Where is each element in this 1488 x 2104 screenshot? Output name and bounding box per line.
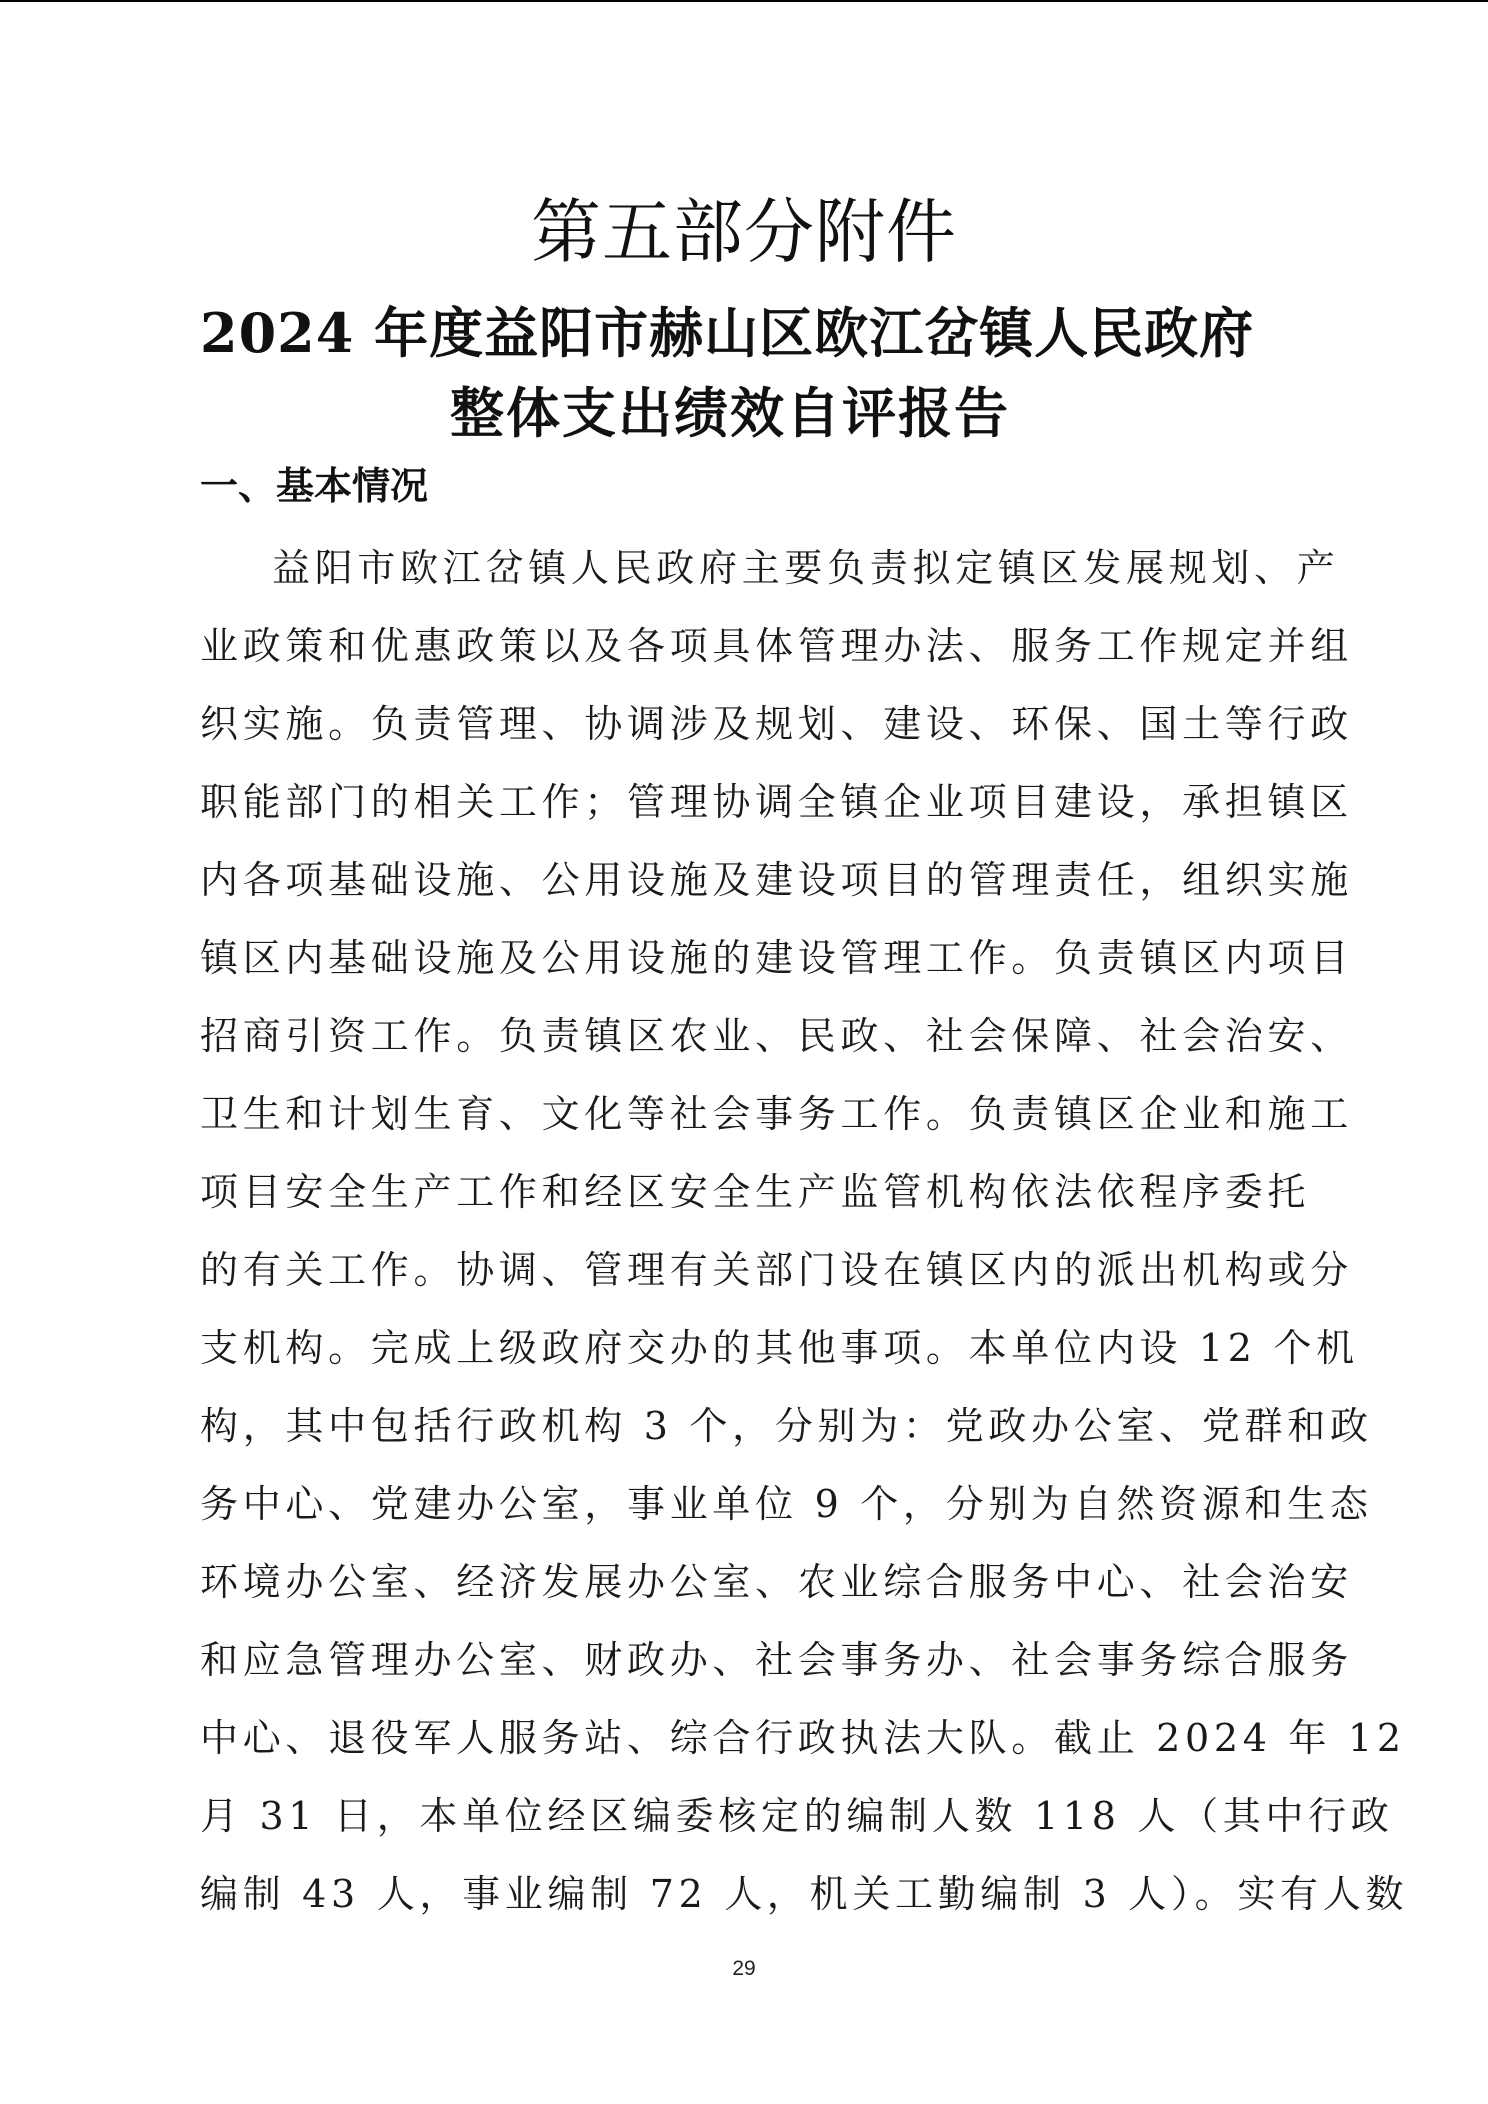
body-line: 环境办公室、经济发展办公室、农业综合服务中心、社会治安 (200, 1560, 1353, 1604)
body-line: 卫生和计划生育、文化等社会事务工作。负责镇区企业和施工 (200, 1092, 1353, 1136)
section-heading-basic-info: 一、基本情况 (200, 464, 429, 508)
page-top-border (0, 0, 1488, 2)
body-line: 职能部门的相关工作；管理协调全镇企业项目建设，承担镇区 (200, 780, 1353, 824)
body-line: 织实施。负责管理、协调涉及规划、建设、环保、国土等行政 (200, 702, 1353, 746)
body-line: 中心、退役军人服务站、综合行政执法大队。截止 2024 年 12 (200, 1716, 1406, 1760)
body-line: 编制 43 人，事业编制 72 人，机关工勤编制 3 人）。实有人数 (200, 1872, 1409, 1916)
body-line: 镇区内基础设施及公用设施的建设管理工作。负责镇区内项目 (200, 936, 1353, 980)
body-line: 月 31 日，本单位经区编委核定的编制人数 118 人（其中行政 (200, 1794, 1394, 1838)
body-line: 支机构。完成上级政府交办的其他事项。本单位内设 12 个机 (200, 1326, 1359, 1370)
part-title: 第五部分附件 (531, 191, 957, 273)
body-line: 益阳市欧江岔镇人民政府主要负责拟定镇区发展规划、产 (272, 546, 1340, 590)
body-line: 和应急管理办公室、财政办、社会事务办、社会事务综合服务 (200, 1638, 1353, 1682)
body-line: 业政策和优惠政策以及各项具体管理办法、服务工作规定并组 (200, 624, 1353, 668)
page-number: 29 (732, 1957, 756, 1980)
report-title-line-2: 整体支出绩效自评报告 (450, 381, 1010, 445)
body-line: 务中心、党建办公室，事业单位 9 个，分别为自然资源和生态 (200, 1482, 1373, 1526)
body-line: 构，其中包括行政机构 3 个，分别为：党政办公室、党群和政 (200, 1404, 1373, 1448)
body-line: 项目安全生产工作和经区安全生产监管机构依法依程序委托 (200, 1170, 1311, 1214)
report-title-line-1: 2024 年度益阳市赫山区欧江岔镇人民政府 (200, 301, 1255, 365)
body-line: 内各项基础设施、公用设施及建设项目的管理责任，组织实施 (200, 858, 1353, 902)
body-text (200, 538, 1409, 1942)
body-line: 招商引资工作。负责镇区农业、民政、社会保障、社会治安、 (200, 1014, 1353, 1058)
body-line: 的有关工作。协调、管理有关部门设在镇区内的派出机构或分 (200, 1248, 1353, 1292)
